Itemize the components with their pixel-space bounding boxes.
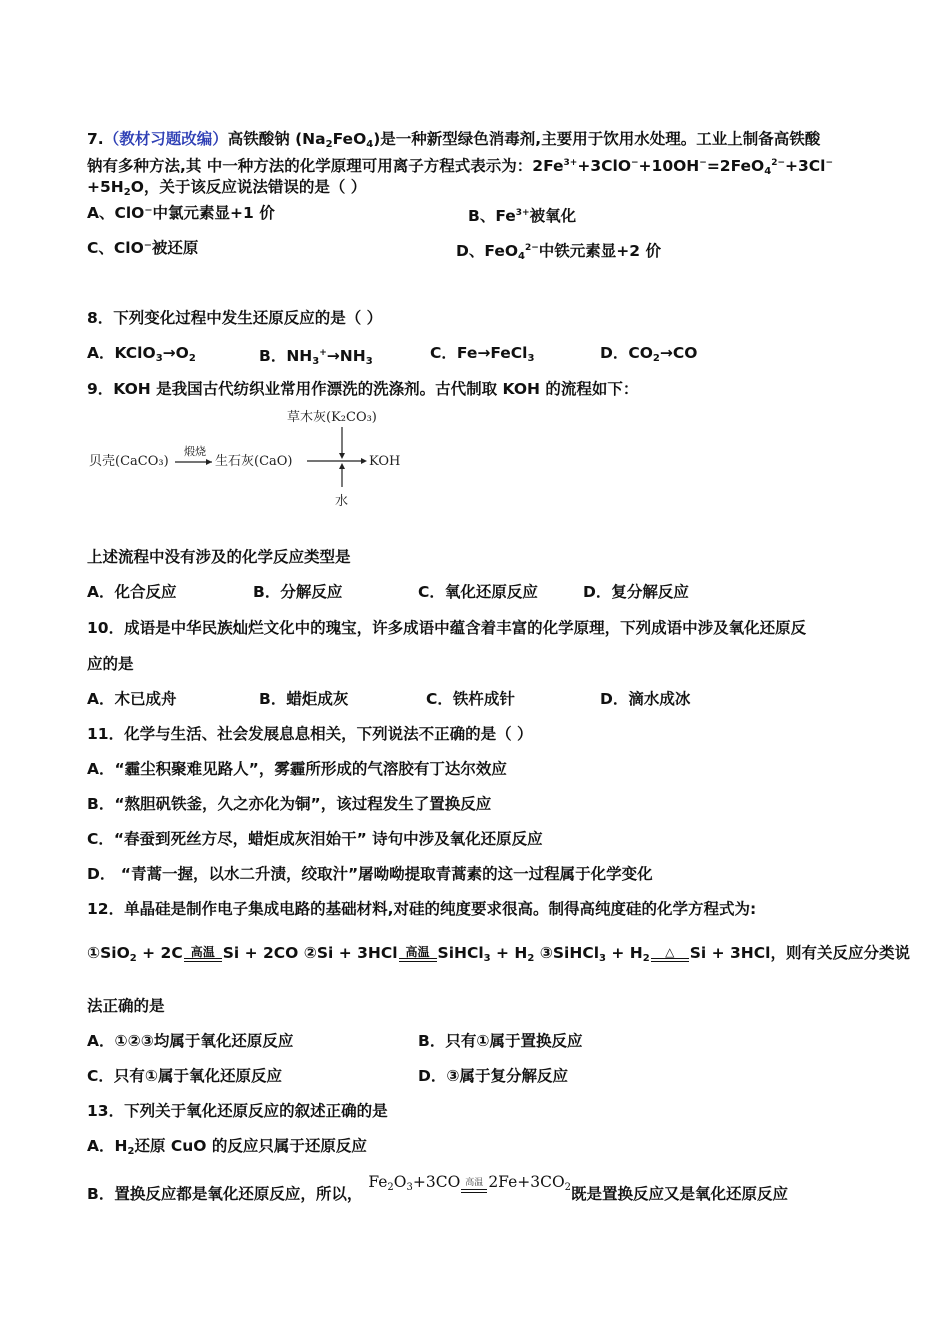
- flow-ash-label: 草木灰(K₂CO₃): [287, 410, 377, 425]
- q12-stem: 12．单晶硅是制作电子集成电路的基础材料,对硅的纯度要求很高。制得高纯度硅的化学方程式为:: [87, 900, 757, 918]
- q9-question: 上述流程中没有涉及的化学反应类型是: [87, 548, 351, 566]
- q9-stem: 9．KOH 是我国古代纺织业常用作漂洗的洗涤剂。古代制取 KOH 的流程如下：: [87, 380, 639, 398]
- q13-option-b: B．置换反应都是氧化还原反应，所以，$Fe_2O_3+3CO$ 高温 $2Fe+3CO_2$既是置换反应又是氧化还原反应: [87, 1173, 789, 1203]
- q9-option-a: A．化合反应: [87, 583, 177, 601]
- flow-product-label: KOH: [369, 454, 401, 469]
- flow-arrowhead-1: [206, 459, 212, 465]
- flow-shell-label: 贝壳(CaCO₃): [89, 454, 169, 469]
- q13-option-a: A．$H_2$还原 CuO 的反应只属于还原反应: [87, 1137, 367, 1157]
- q7-option-c: C、ClO⁻被还原: [87, 239, 199, 257]
- condition-heat: △: [651, 946, 689, 962]
- q12-option-b: B．只有①属于置换反应: [418, 1032, 583, 1050]
- q7-line-3: $+5H_2O$，关于该反应说法错误的是（ ）: [87, 178, 367, 198]
- q12-option-a: A．①②③均属于氧化还原反应: [87, 1032, 294, 1050]
- q7-source-tag: （教材习题改编）: [103, 130, 228, 148]
- q7-line-2: 钠有多种方法,其 中一种方法的化学原理可用离子方程式表示为：$2Fe^{3+}+3ClO^-+10OH^-=2FeO_4^{2-}+3Cl^-$: [87, 157, 834, 177]
- condition-high-temp-3: 高温: [461, 1177, 487, 1193]
- flow-calcine-label: 煅烧: [184, 445, 206, 458]
- q9-option-b: B．分解反应: [253, 583, 343, 601]
- condition-high-temp-2: 高温: [399, 946, 437, 962]
- q12-option-d: D．③属于复分解反应: [418, 1067, 568, 1085]
- q13-stem: 13．下列关于氧化还原反应的叙述正确的是: [87, 1102, 388, 1120]
- flow-arrowhead-4: [339, 463, 345, 469]
- flow-arrowhead-3: [339, 453, 345, 459]
- q12-line-3: 法正确的是: [87, 997, 165, 1015]
- flow-lime-label: 生石灰(CaO): [215, 454, 293, 469]
- q10-line-2: 应的是: [87, 655, 134, 673]
- condition-high-temp-1: 高温: [184, 946, 222, 962]
- koh-process-flowchart: [87, 405, 417, 515]
- q12-option-c: C．只有①属于氧化还原反应: [87, 1067, 282, 1085]
- q10-line-1: 10．成语是中华民族灿烂文化中的瑰宝，许多成语中蕴含着丰富的化学原理，下列成语中涉及氧化还原反: [87, 619, 807, 637]
- q10-option-b: B．蜡炬成灰: [259, 690, 349, 708]
- q7-line-1: 7.（教材习题改编）高铁酸钠 $(Na_2FeO_4)$是一种新型绿色消毒剂,主要用于饮用水处理。工业上制备高铁酸: [87, 130, 821, 150]
- q8-option-a: A．$KClO_3\to O_2$: [87, 344, 196, 364]
- q7-option-d: D、FeO$_4^{2-}$中铁元素显+2 价: [456, 242, 661, 262]
- flow-arrowhead-2: [361, 458, 367, 464]
- q11-option-c: C．“春蚕到死丝方尽，蜡炬成灰泪始干” 诗句中涉及氧化还原反应: [87, 830, 543, 848]
- q7-option-b: B、$Fe^{3+}$被氧化: [468, 207, 577, 225]
- q8-stem: 8．下列变化过程中发生还原反应的是（ ）: [87, 309, 383, 327]
- q8-option-b: B．$NH_3^+\to NH_3$: [259, 347, 373, 367]
- q9-option-d: D．复分解反应: [583, 583, 689, 601]
- q10-option-c: C．铁杵成针: [426, 690, 515, 708]
- q7-option-a: A、ClO⁻中氯元素显+1 价: [87, 204, 275, 222]
- q13-equation: $Fe_2O_3+3CO$ 高温 $2Fe+3CO_2$: [368, 1173, 572, 1193]
- q11-option-b: B．“熬胆矾铁釜，久之亦化为铜”，该过程发生了置换反应: [87, 795, 492, 813]
- flow-water-label: 水: [335, 494, 349, 509]
- q8-option-c: C．Fe→FeCl$_3$: [430, 344, 535, 364]
- q11-option-d: D． “青蒿一握，以水二升渍，绞取汁”屠呦呦提取青蒿素的这一过程属于化学变化: [87, 865, 653, 883]
- q12-equations: ①SiO$_2$ + 2C 高温 Si + 2CO ②Si + 3HCl 高温 SiHCl$_3$ + $H_2$ ③SiHCl$_3$ + $H_2$ △ Si + 3HCl，则有关反应分类说: [87, 944, 910, 964]
- q10-option-d: D．滴水成冰: [600, 690, 691, 708]
- q9-option-c: C．氧化还原反应: [418, 583, 538, 601]
- q10-option-a: A．木已成舟: [87, 690, 177, 708]
- q11-stem: 11．化学与生活、社会发展息息相关，下列说法不正确的是（ ）: [87, 725, 533, 743]
- q11-option-a: A．“霾尘积聚难见路人”，雾霾所形成的气溶胶有丁达尔效应: [87, 760, 507, 778]
- q8-option-d: D．$CO_2\to CO$: [600, 344, 698, 364]
